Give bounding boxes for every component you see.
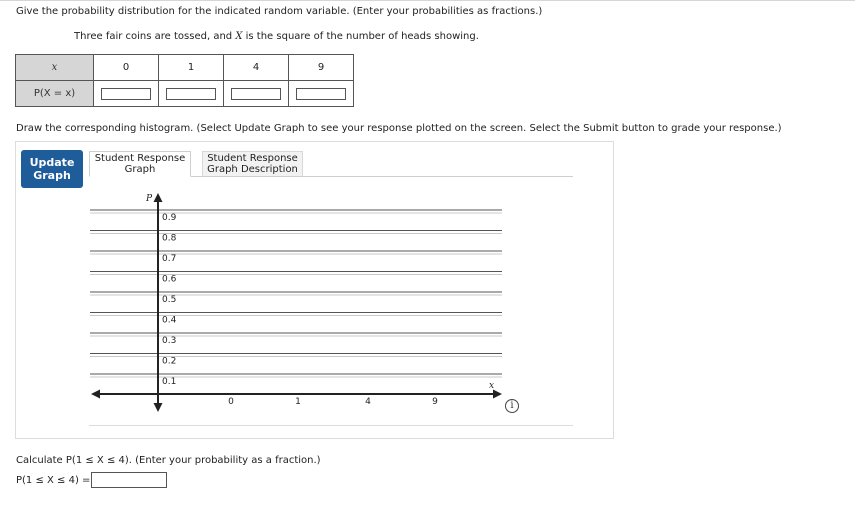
y-axis-label: P <box>146 194 153 204</box>
y-tick-label: 0.6 <box>162 274 177 285</box>
instructions-text: Give the probability distribution for the indicated random variable. (Enter your probabilities as fractions.) <box>16 6 543 17</box>
tab-graph-description[interactable]: Student Response Graph Description <box>202 151 303 176</box>
histogram-instructions: Draw the corresponding histogram. (Select Update Graph to see your response plotted on the screen. Select the Submit button to grade your response.) <box>16 123 782 134</box>
y-tick-label: 0.4 <box>162 315 177 326</box>
px-header-cell: P(X = x) <box>16 81 94 107</box>
y-tick-label: 0.9 <box>162 213 177 223</box>
y-tick-label: 0.1 <box>162 377 177 387</box>
y-axis-up-arrow <box>154 193 163 202</box>
problem-statement: Three fair coins are tossed, and X is the square of the number of heads showing. <box>74 31 479 42</box>
x-value-cell: 4 <box>224 55 289 81</box>
x-tick-label: 1 <box>295 397 301 407</box>
calculate-instructions: Calculate P(1 ≤ X ≤ 4). (Enter your probability as a fraction.) <box>16 455 321 466</box>
x-tick-label: 9 <box>432 397 438 407</box>
x-axis-right-arrow <box>493 390 502 399</box>
x-value-cell: 9 <box>289 55 354 81</box>
calculate-answer-input[interactable] <box>91 472 167 488</box>
calculate-answer-row <box>16 472 167 488</box>
x-tick-label: 0 <box>228 397 234 407</box>
x-header-cell: x <box>16 55 94 81</box>
info-icon[interactable]: i <box>505 399 519 413</box>
tab-graph[interactable]: Student Response Graph <box>89 151 191 177</box>
y-tick-label: 0.7 <box>162 254 177 264</box>
x-value-cell: 1 <box>159 55 224 81</box>
x-tick-label: 4 <box>365 397 371 407</box>
y-tick-label: 0.5 <box>162 295 177 305</box>
y-tick-label: 0.2 <box>162 356 177 367</box>
x-value-cell: 0 <box>94 55 159 81</box>
y-tick-labels <box>162 213 177 387</box>
x-tick-labels <box>228 397 438 407</box>
grid-lines <box>90 210 502 377</box>
calculate-label: P(1 ≤ X ≤ 4) = <box>16 474 91 486</box>
y-tick-label: 0.8 <box>162 233 177 244</box>
y-tick-label: 0.3 <box>162 336 177 346</box>
update-graph-button[interactable]: Update Graph <box>21 150 83 188</box>
y-axis-down-arrow <box>154 403 163 412</box>
x-axis-label: x <box>489 381 495 391</box>
x-axis-left-arrow <box>91 390 100 399</box>
